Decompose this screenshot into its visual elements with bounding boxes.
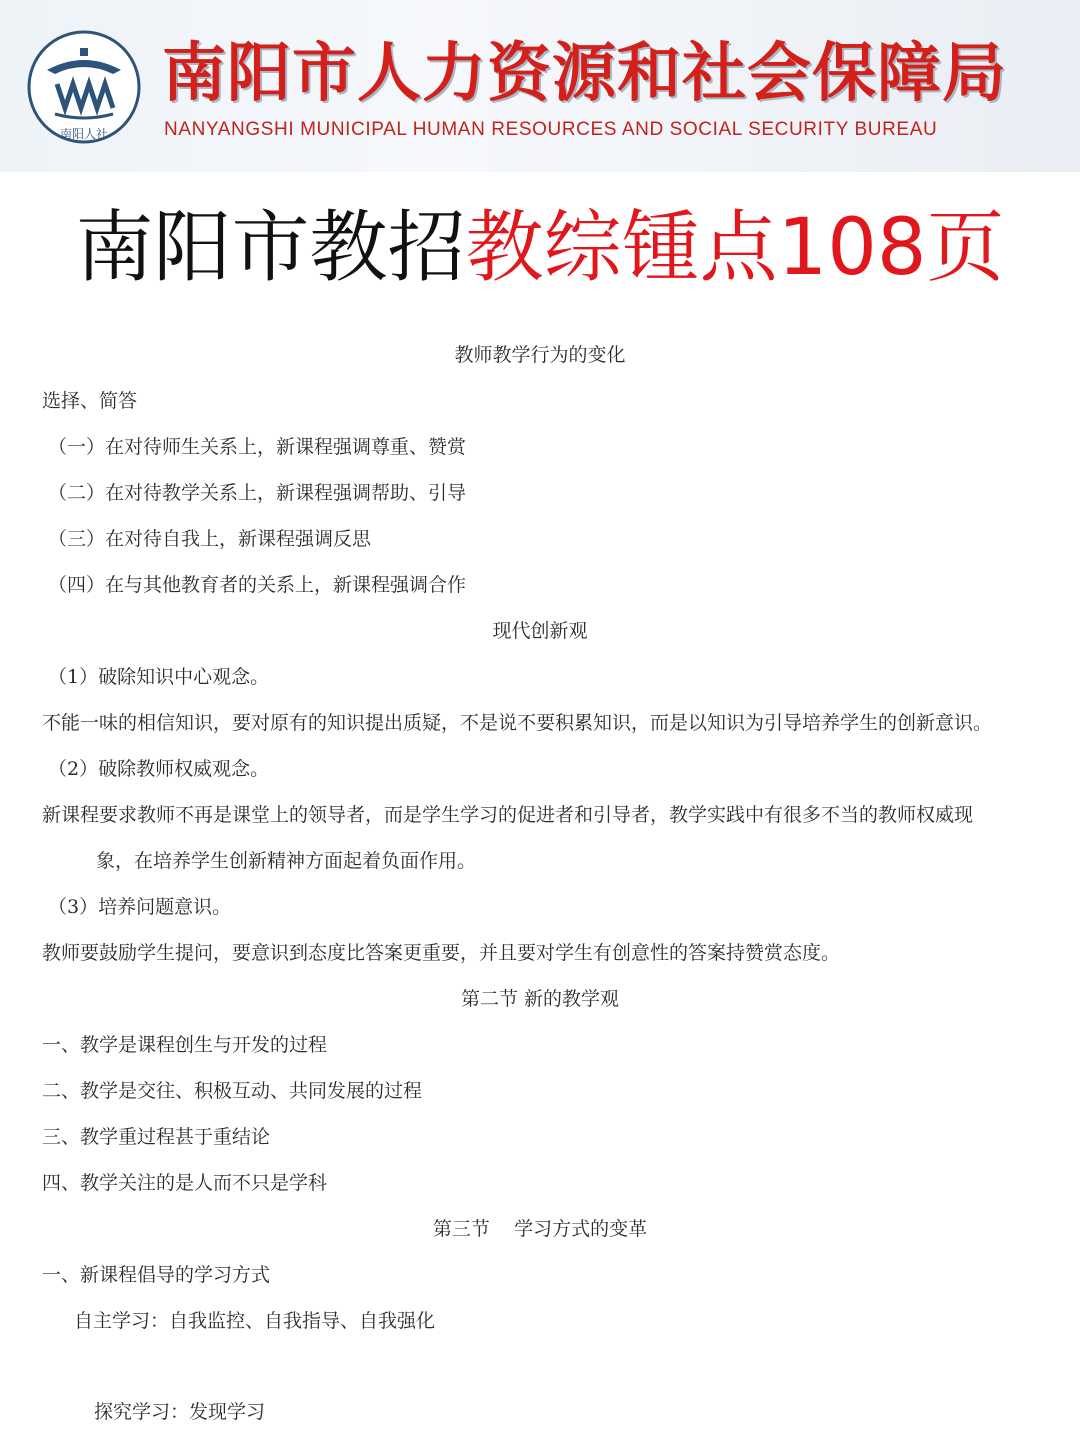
paragraph: 教师要鼓励学生提问，要意识到态度比答案更重要，并且要对学生有创意性的答案持赞赏态度。	[42, 942, 841, 964]
bureau-logo-icon	[25, 28, 143, 146]
bureau-name-en: NANYANGSHI MUNICIPAL HUMAN RESOURCES AND SOCIAL SECURITY BUREAU	[164, 119, 938, 140]
headline-red: 教综锺点108页	[465, 203, 1005, 293]
point-heading: （1）破除知识中心观念。	[48, 666, 270, 688]
list-item: （一）在对待师生关系上，新课程强调尊重、赞赏	[48, 436, 467, 458]
point-heading: （3）培养问题意识。	[48, 896, 232, 918]
logo-caption: 南阳人社	[59, 127, 109, 141]
bureau-name-cn: 南阳市人力资源和社会保障局	[162, 37, 1007, 111]
paragraph: 新课程要求教师不再是课堂上的领导者，而是学生学习的促进者和引导者，教学实践中有很多不当的教师权威现	[42, 804, 974, 826]
paragraph: 象，在培养学生创新精神方面起着负面作用。	[96, 850, 477, 872]
point-heading: （2）破除教师权威观念。	[48, 758, 270, 780]
list-item: （二）在对待教学关系上，新课程强调帮助、引导	[48, 482, 467, 504]
list-item: 一、新课程倡导的学习方式	[42, 1264, 271, 1286]
list-item: （三）在对待自我上，新课程强调反思	[48, 528, 372, 550]
question-type: 选择、简答	[42, 390, 138, 412]
headline	[0, 198, 1080, 298]
list-item: 二、教学是交往、积极互动、共同发展的过程	[42, 1080, 423, 1102]
header-banner	[0, 0, 1080, 172]
section-title: 教师教学行为的变化	[454, 344, 626, 366]
list-item: 三、教学重过程甚于重结论	[42, 1126, 271, 1148]
section-title: 第二节 新的教学观	[460, 988, 620, 1010]
list-item: 探究学习：发现学习	[94, 1401, 266, 1423]
list-item: 四、教学关注的是人而不只是学科	[42, 1172, 328, 1194]
paragraph: 不能一味的相信知识，要对原有的知识提出质疑，不是说不要积累知识，而是以知识为引导培养学生的创新意识。	[42, 712, 993, 734]
list-item: 自主学习：自我监控、自我指导、自我强化	[74, 1310, 436, 1332]
list-item: （四）在与其他教育者的关系上，新课程强调合作	[48, 574, 467, 596]
section-title: 现代创新观	[492, 620, 588, 642]
list-item: 一、教学是课程创生与开发的过程	[42, 1034, 328, 1056]
section-title: 第三节 学习方式的变革	[432, 1218, 648, 1240]
headline-black: 南阳市教招	[75, 203, 466, 293]
